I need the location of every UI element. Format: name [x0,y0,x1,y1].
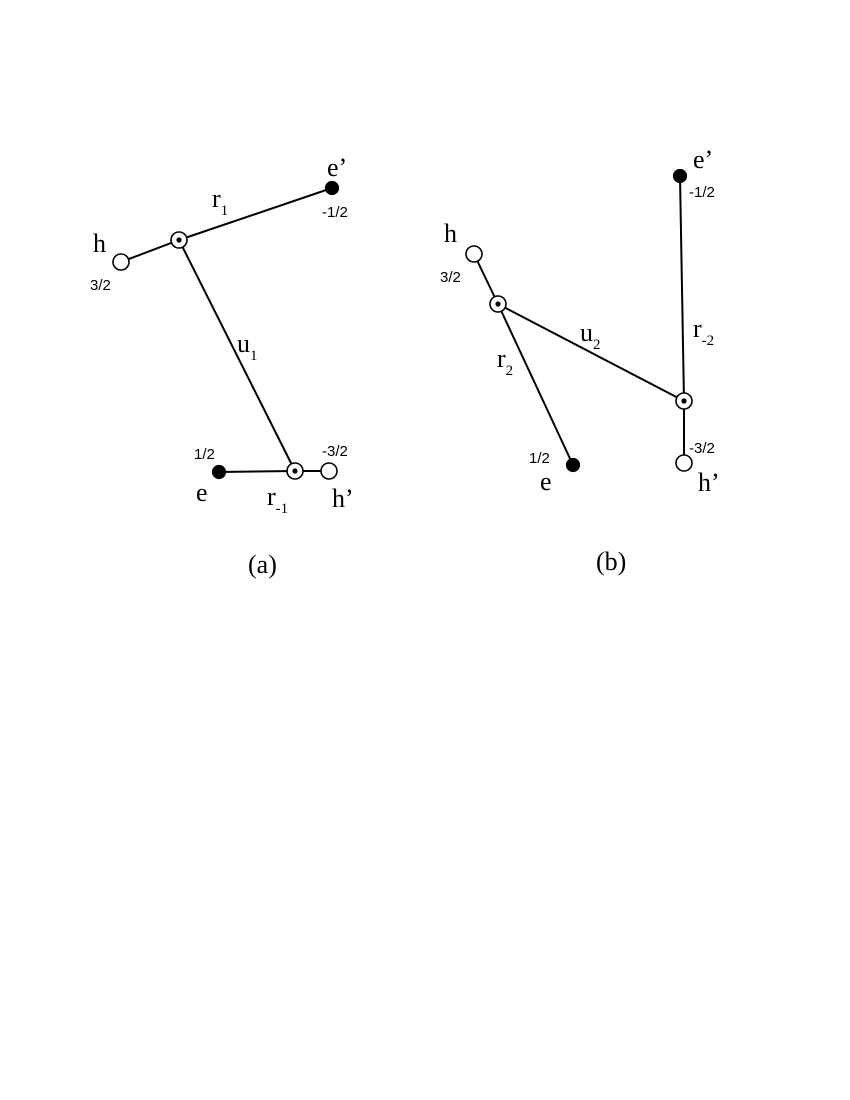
value-h-b: 3/2 [440,269,461,286]
node-h-prime-a [321,463,337,479]
vertex-a-top-dot [176,237,181,242]
value-e-b: 1/2 [529,450,550,467]
label-edge-r-minus1 [267,482,288,517]
edge-r-minus1 [219,471,295,472]
label-edge-u1-sub: 1 [250,348,258,364]
label-edge-u1-base: u [237,329,250,358]
caption-a: (a) [248,550,277,579]
value-e-prime-a: -1/2 [322,204,348,221]
vertex-b-right-dot [681,398,686,403]
label-edge-r-minus2-sub: -2 [701,333,715,349]
label-h-a: h [93,229,106,258]
value-h-a: 3/2 [90,277,111,294]
edge-r2 [498,304,573,465]
vertex-b-left-dot [495,301,500,306]
label-edge-r1-sub: 1 [220,203,229,219]
vertex-a-bottom-dot [292,468,297,473]
label-edge-r-minus2-base: r [693,314,702,343]
label-h-prime-b: h’ [698,468,720,497]
label-edge-r2-base: r [497,344,506,373]
panel-a [90,153,354,579]
label-edge-r1 [212,184,228,219]
caption-b: (b) [596,547,627,576]
node-e-prime-b [674,170,687,183]
value-e-a: 1/2 [194,446,215,463]
node-h-b [466,246,482,262]
label-edge-u2-base: u [580,318,593,347]
label-e-prime-b: e’ [693,145,714,174]
node-h-prime-b [676,455,692,471]
edge-h-to-vertex-a-top [121,240,179,262]
edge-r1 [179,188,332,240]
node-e-b [567,459,580,472]
edge-r-minus2 [680,176,684,401]
label-edge-r1-base: r [212,184,221,213]
value-e-prime-b: -1/2 [689,184,715,201]
label-e-b: e [540,467,552,496]
label-edge-r2 [497,344,513,379]
label-h-prime-a: h’ [332,484,354,513]
node-e-a [213,466,226,479]
label-edge-r-minus2 [693,314,714,349]
label-edge-u1 [237,329,258,364]
value-h-prime-b: -3/2 [689,440,715,457]
value-h-prime-a: -3/2 [322,443,348,460]
node-h-a [113,254,129,270]
label-e-a: e [196,478,208,507]
node-e-prime-a [326,182,339,195]
panel-b [440,145,720,576]
label-edge-r-minus1-base: r [267,482,276,511]
label-edge-r2-sub: 2 [505,363,514,379]
label-h-b: h [444,219,457,248]
label-e-prime-a: e’ [327,153,348,182]
label-edge-r-minus1-sub: -1 [275,501,289,517]
label-edge-u2-sub: 2 [593,337,601,353]
